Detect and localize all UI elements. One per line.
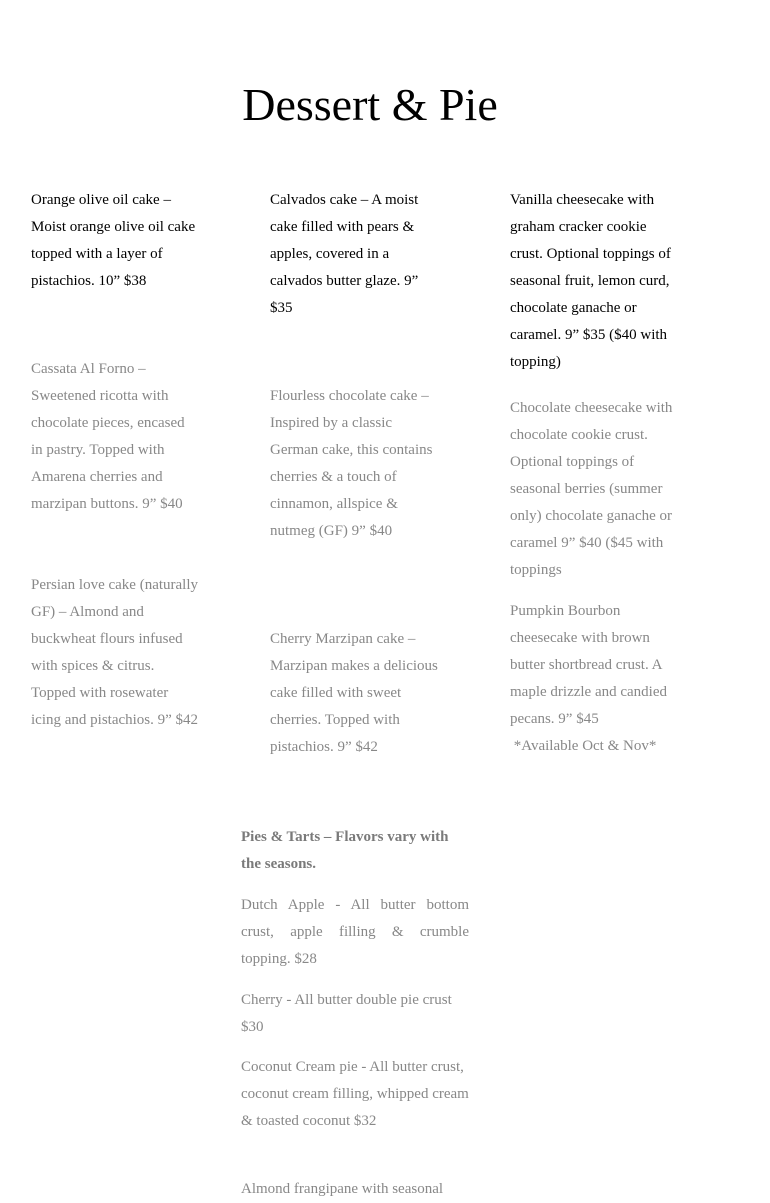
menu-item-coconut-cream-pie: Coconut Cream pie - All butter crust, coconut cream filling, whipped cream & toasted coconut $32 xyxy=(241,1059,469,1129)
pumpkin-availability-note: *Available Oct & Nov* xyxy=(510,738,657,754)
menu-item-chocolate-cheesecake: Chocolate cheesecake with chocolate cookie crust. Optional toppings of seasonal berries (summer only) chocolate ganache or caramel 9” $40 ($45 with toppings xyxy=(510,400,673,578)
pumpkin-description: Pumpkin Bourbon cheesecake with brown butter shortbread crust. A maple drizzle and candied pecans. 9” $45 xyxy=(510,603,668,727)
pies-section-heading: Pies & Tarts – Flavors vary with the seasons. xyxy=(241,829,449,872)
menu-item-cassata-al-forno: Cassata Al Forno – Sweetened ricotta with chocolate pieces, encased in pastry. Topped with Amarena cherries and marzipan buttons. 9” $40 xyxy=(31,361,185,512)
menu-item-calvados-cake: Calvados cake – A moist cake filled with pears & apples, covered in a calvados butter glaze. 9” $35 xyxy=(270,192,419,316)
menu-item-pumpkin-bourbon-cheesecake xyxy=(510,598,682,760)
menu-item-cherry-marzipan-cake: Cherry Marzipan cake – Marzipan makes a delicious cake filled with sweet cherries. Topped with pistachios. 9” $42 xyxy=(270,631,438,755)
menu-item-persian-love-cake: Persian love cake (naturally GF) – Almond and buckwheat flours infused with spices & citrus. Topped with rosewater icing and pistachios. 9” $42 xyxy=(31,577,199,728)
menu-item-cherry-pie: Cherry - All butter double pie crust $30 xyxy=(241,992,452,1035)
menu-item-flourless-chocolate-cake: Flourless chocolate cake – Inspired by a classic German cake, this contains cherries & a touch of cinnamon, allspice & nutmeg (GF) 9” $40 xyxy=(270,388,433,539)
menu-item-almond-frangipane: Almond frangipane with seasonal xyxy=(241,1181,444,1197)
menu-item-dutch-apple-pie: Dutch Apple - All butter bottom crust, apple filling & crumble topping. $28 xyxy=(241,897,469,967)
menu-item-orange-olive-oil-cake: Orange olive oil cake – Moist orange olive oil cake topped with a layer of pistachios. 10” $38 xyxy=(31,192,196,289)
page-title: Dessert & Pie xyxy=(242,79,498,130)
menu-item-vanilla-cheesecake: Vanilla cheesecake with graham cracker cookie crust. Optional toppings of seasonal fruit, lemon curd, chocolate ganache or caramel. 9” $35 ($40 with topping) xyxy=(510,192,671,370)
